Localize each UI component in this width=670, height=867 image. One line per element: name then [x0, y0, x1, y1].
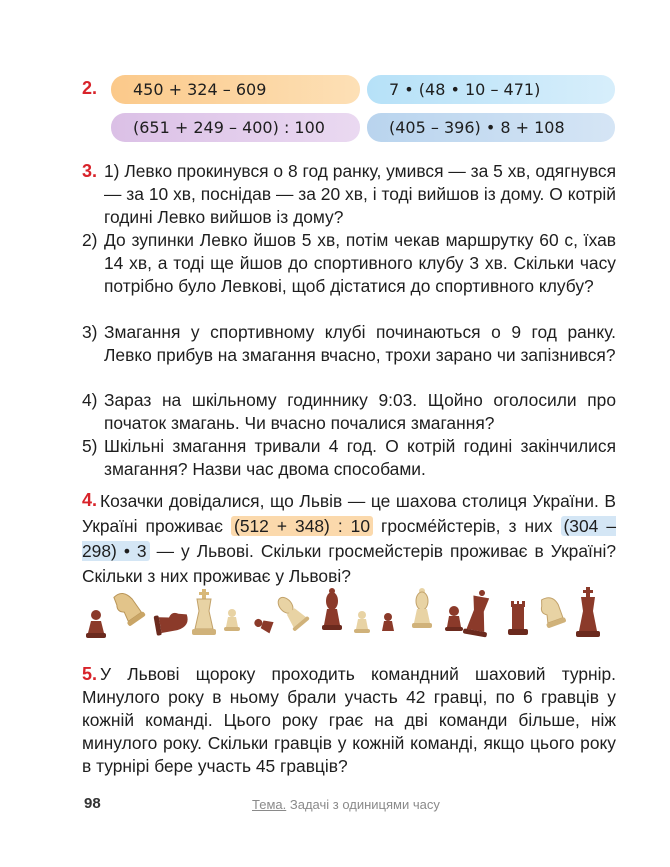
- task-5-text: [82, 663, 616, 778]
- task-4-part-3: — у Львові. Скільки гросмейстерів проживає в Україні? Скільки з них проживає у Львові?: [82, 541, 616, 586]
- task-4-expression-2: (304 – 298) • 3: [82, 516, 616, 561]
- expression-pill-3: (651 + 249 – 400) : 100: [111, 113, 360, 142]
- item-2-text: До зупинки Левко йшов 5 хв, потім чекав маршрутку 60 с, їхав 14 хв, а тоді ще йшов до спортивного клубу 3 хв. Скільки часу потрібно було Левкові, щоб дістатися до спортивного клубу?: [104, 230, 616, 296]
- footer-theme-label: Тема.: [252, 797, 287, 812]
- task-3-item-4: [82, 389, 616, 435]
- king-light-icon: [192, 589, 216, 635]
- page-number: 98: [84, 795, 101, 812]
- task-5-body: У Львові щороку проходить командний шаховий турнір. Минулого року в ньому брали участь 42 гравці, по 6 гравців у кожній команді. Цього року грає на дві команди більше, ніж минулого року. Скільки гравців у кожній команді, якщо цього року в турнірі бере участь 45 гравців?: [82, 664, 616, 776]
- king-dark-icon: [576, 587, 600, 637]
- bishop-light-standing-icon: [412, 588, 432, 628]
- expression-pill-1: 450 + 324 – 609: [111, 75, 360, 104]
- task-4-expression-1: (512 + 348) : 10: [231, 516, 373, 536]
- task-3-item-3: [82, 321, 616, 367]
- task-3-item-5: [82, 435, 616, 481]
- knight-light-icon: [110, 588, 145, 627]
- pawn-dark-2-icon: [445, 606, 463, 631]
- chess-pieces-illustration: [82, 585, 612, 647]
- item-5-label: 5): [82, 436, 98, 456]
- task-2-number: 2.: [82, 78, 98, 98]
- bishop-light-icon: [272, 592, 310, 632]
- queen-dark-icon: [463, 588, 495, 637]
- task-4-text: [82, 489, 616, 589]
- item-1-text: Левко прокинувся о 8 год ранку, умився — за 5 хв, одягнувся — за 10 хв, поснідав — за 20 хв, і тоді вийшов із дому. О котрій годині Левко вийшов із дому?: [104, 161, 616, 227]
- item-3-text: Змагання у спортивному клубі починаються о 9 год ранку. Левко прибув на змагання вчасно, трохи зарано чи запізнився?: [104, 322, 616, 365]
- pawn-dark-lying-icon: [253, 616, 274, 633]
- task-3-item-2: [82, 229, 616, 298]
- pawn-dark-icon: [86, 610, 106, 638]
- task-4-part-1: Козачки довідалися, що Львів — це шахова столиця України. В Україні проживає: [82, 491, 616, 536]
- task-4-number: 4.: [82, 490, 98, 510]
- pawn-dark-small-icon: [382, 613, 394, 631]
- task-5-number: 5.: [82, 664, 98, 684]
- bishop-dark-icon: [322, 588, 342, 630]
- task-3-number: 3.: [82, 161, 98, 181]
- pawn-light-small-icon: [354, 611, 370, 633]
- item-4-text: Зараз на шкільному годиннику 9:03. Щойно оголосили про початок змагань. Чи вчасно почалися змагання?: [104, 390, 616, 433]
- rook-dark-icon: [508, 601, 528, 635]
- item-4-label: 4): [82, 390, 98, 410]
- expression-pill-2: 7 • (48 • 10 – 471): [367, 75, 615, 104]
- task-4-part-2: гросме́йстерів, з них: [381, 516, 553, 536]
- item-3-label: 3): [82, 322, 98, 342]
- item-5-text: Шкільні змагання тривали 4 год. О котрій годині закінчилися змагання? Назви час двома способами.: [104, 436, 616, 479]
- pawn-light-icon: [224, 609, 240, 631]
- footer-theme: [252, 797, 440, 812]
- footer-theme-text: Задачі з одиницями часу: [289, 797, 440, 812]
- task-3-item-1: [82, 160, 616, 229]
- expression-pill-4: (405 – 396) • 8 + 108: [367, 113, 615, 142]
- item-2-label: 2): [82, 230, 98, 250]
- knight-dark-icon: [154, 610, 190, 635]
- knight-light-2-icon: [538, 594, 567, 628]
- item-1-label: 1): [104, 161, 120, 181]
